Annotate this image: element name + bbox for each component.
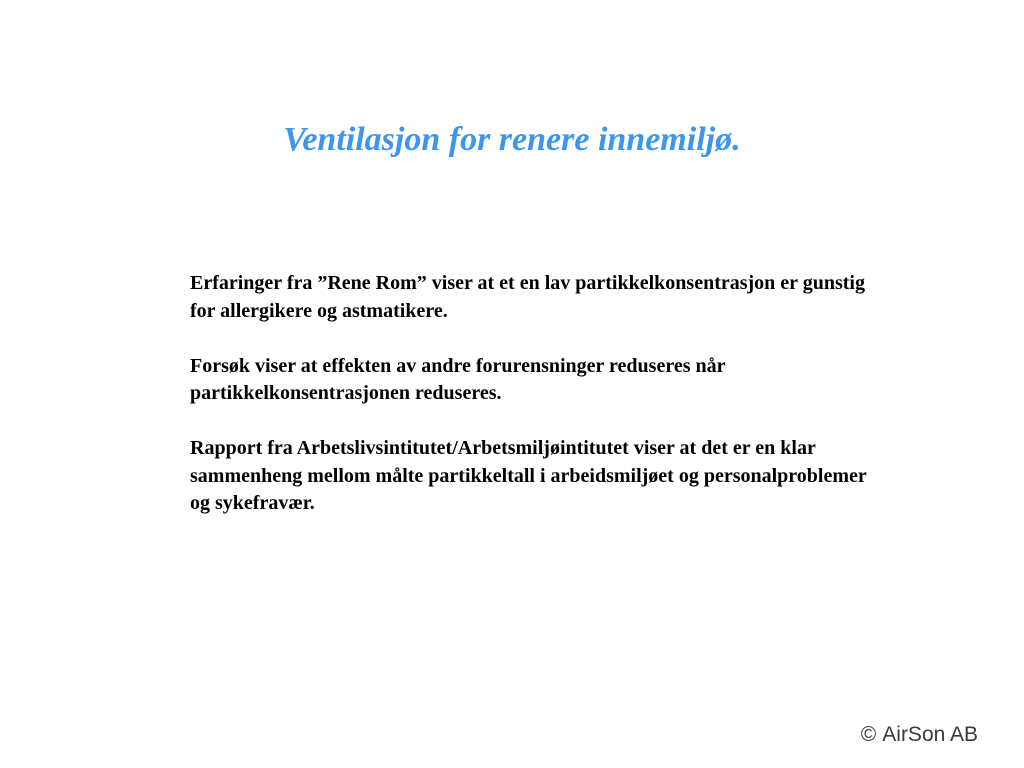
slide-title: Ventilasjon for renere innemiljø. xyxy=(283,121,741,158)
company-name: AirSon AB xyxy=(882,723,978,746)
slide-body xyxy=(190,270,890,545)
paragraph-rene-rom: Erfaringer fra ”Rene Rom” viser at et en lav partikkelkonsentrasjon er gunstig for allergikere og astmatikere. xyxy=(190,272,865,322)
copyright-icon: © xyxy=(860,723,877,746)
paragraph-forurensninger: Forsøk viser at effekten av andre forurensninger reduseres når partikkelkonsentrasjonen reduseres. xyxy=(190,354,726,404)
paragraph-rapport: Rapport fra Arbetslivsintitutet/Arbetsmiljøintitutet viser at det er en klar sammenheng mellom målte partikkeltall i arbeidsmiljøet og personalproblemer og sykefravær. xyxy=(190,437,867,514)
copyright-footer xyxy=(861,722,978,748)
